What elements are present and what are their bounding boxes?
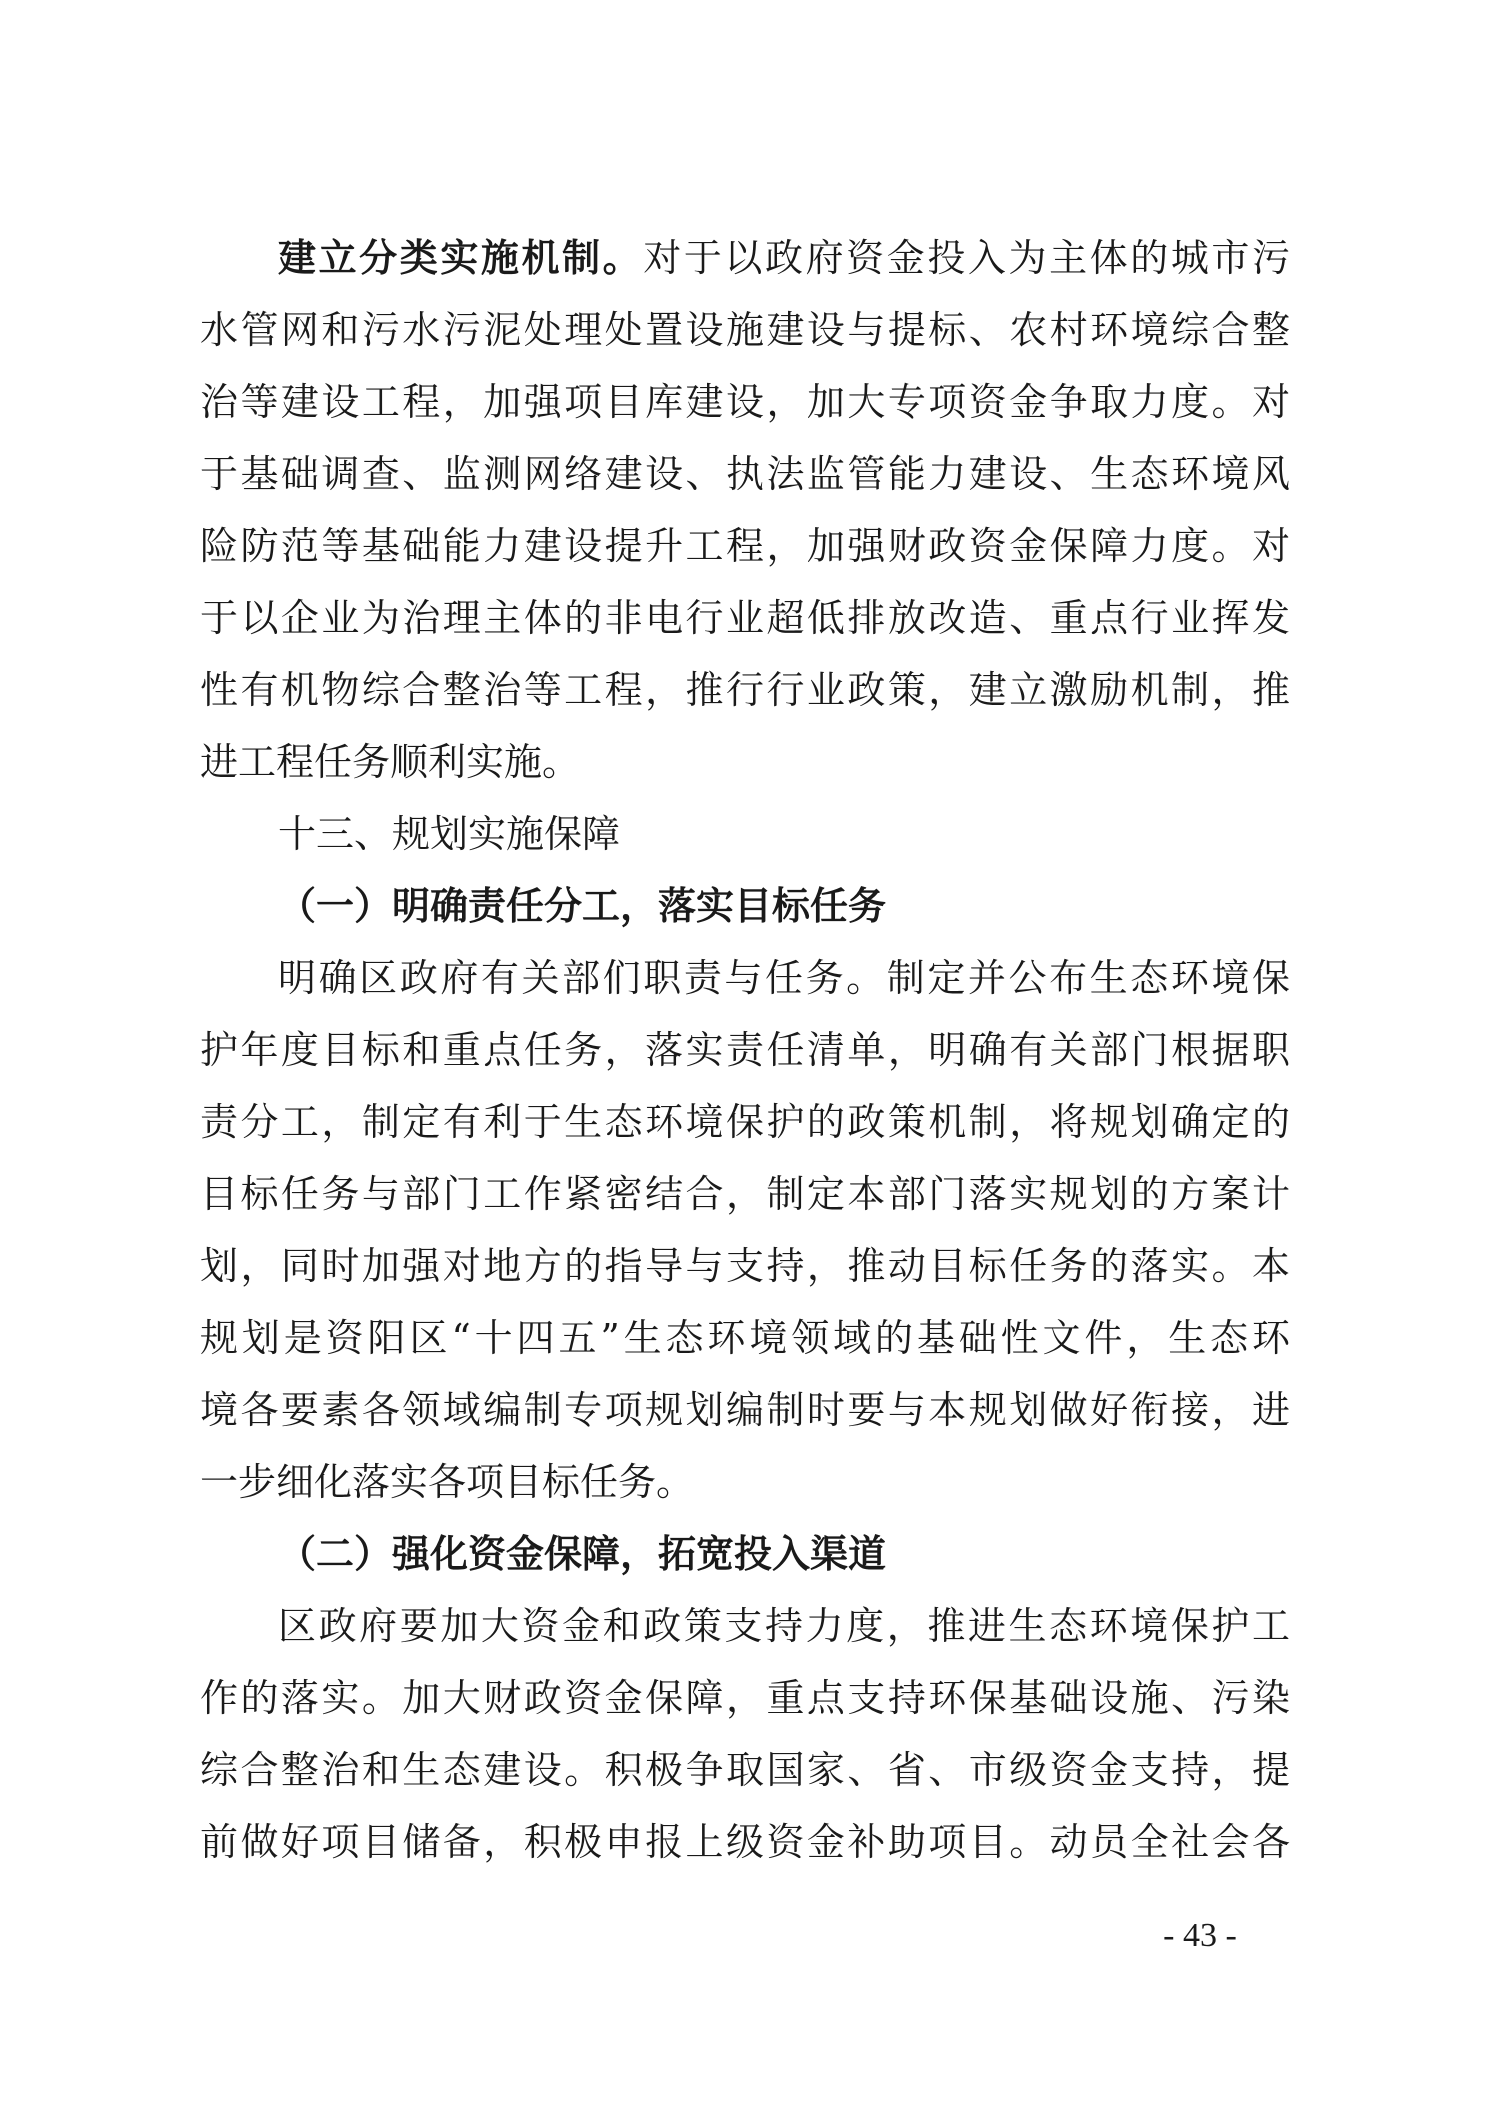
paragraph-line: 综合整治和生态建设。积极争取国家、省、市级资金支持，提 <box>200 1748 1290 1792</box>
paragraph-line: 境各要素各领域编制专项规划编制时要与本规划做好衔接，进 <box>200 1388 1290 1432</box>
paragraph-line: 于以企业为治理主体的非电行业超低排放改造、重点行业挥发 <box>200 596 1290 640</box>
paragraph-text: 对于以政府资金投入为主体的城市污 <box>643 236 1290 280</box>
paragraph-line: 区政府要加大资金和政策支持力度，推进生态环境保护工 <box>278 1604 1290 1648</box>
paragraph-line: 护年度目标和重点任务，落实责任清单，明确有关部门根据职 <box>200 1028 1290 1072</box>
document-body <box>200 222 1290 1878</box>
page-number: - 43 - <box>1163 1917 1237 1954</box>
paragraph-line: 水管网和污水污泥处理处置设施建设与提标、农村环境综合整 <box>200 308 1290 352</box>
paragraph-line: 目标任务与部门工作紧密结合，制定本部门落实规划的方案计 <box>200 1172 1290 1216</box>
subsection-heading: （一）明确责任分工，落实目标任务 <box>278 884 887 928</box>
paragraph-line: 划，同时加强对地方的指导与支持，推动目标任务的落实。本 <box>200 1244 1290 1288</box>
paragraph-line: 险防范等基础能力建设提升工程，加强财政资金保障力度。对 <box>200 524 1290 568</box>
paragraph-line: 性有机物综合整治等工程，推行行业政策，建立激励机制，推 <box>200 668 1290 712</box>
section-heading: 十三、规划实施保障 <box>278 812 621 856</box>
paragraph-line <box>200 222 1290 294</box>
paragraph-line: 一步细化落实各项目标任务。 <box>200 1460 695 1504</box>
paragraph-line: 前做好项目储备，积极申报上级资金补助项目。动员全社会各 <box>200 1820 1290 1864</box>
paragraph-line: 明确区政府有关部们职责与任务。制定并公布生态环境保 <box>278 956 1290 1000</box>
paragraph-line: 规划是资阳区“十四五”生态环境领域的基础性文件，生态环 <box>200 1316 1290 1360</box>
paragraph-line: 于基础调查、监测网络建设、执法监管能力建设、生态环境风 <box>200 452 1290 496</box>
paragraph-line: 进工程任务顺利实施。 <box>200 740 581 784</box>
paragraph-line: 责分工，制定有利于生态环境保护的政策机制，将规划确定的 <box>200 1100 1290 1144</box>
subsection-heading: （二）强化资金保障，拓宽投入渠道 <box>278 1532 887 1576</box>
paragraph-line: 治等建设工程，加强项目库建设，加大专项资金争取力度。对 <box>200 380 1290 424</box>
paragraph-lead-heading: 建立分类实施机制。 <box>278 236 644 280</box>
paragraph-line: 作的落实。加大财政资金保障，重点支持环保基础设施、污染 <box>200 1676 1290 1720</box>
